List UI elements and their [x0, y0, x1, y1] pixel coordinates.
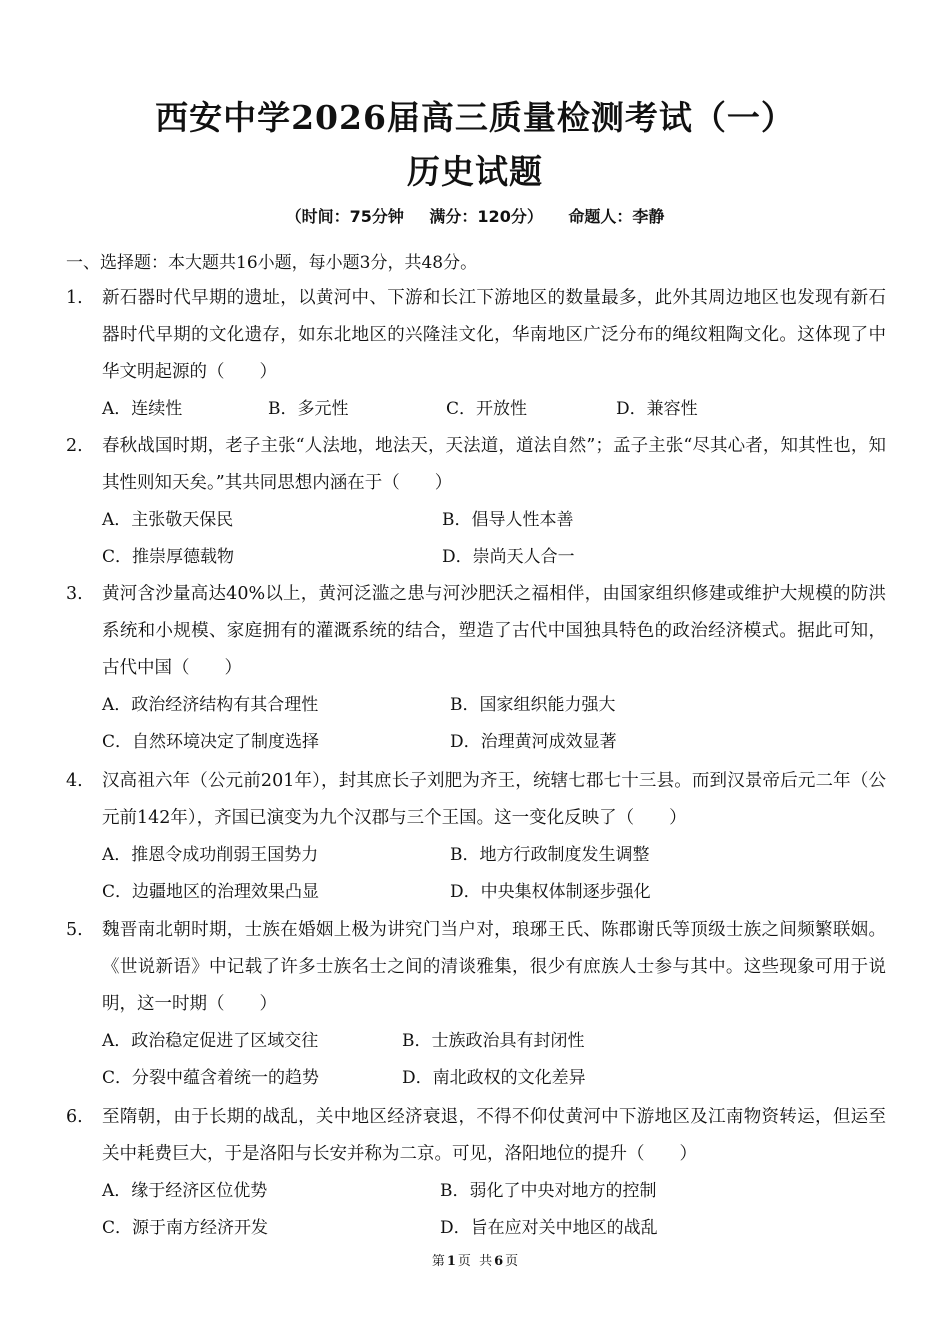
option-b[interactable]: B．国家组织能力强大 [450, 695, 616, 715]
option-c[interactable]: C．自然环境决定了制度选择 [102, 732, 320, 752]
options-row [102, 724, 886, 761]
question-number: 4. [66, 771, 83, 791]
options-row [102, 1023, 886, 1060]
question-3 [66, 576, 886, 761]
exam-score: 满分：120分） [429, 207, 543, 226]
question-stem: 至隋朝，由于长期的战乱，关中地区经济衰退，不得不仰仗黄河中下游地区及江南物资转运，但运至关中耗费巨大，于是洛阳与长安并称为二京。可见，洛阳地位的提升（ ） [102, 1107, 886, 1164]
option-a[interactable]: A．政治经济结构有其合理性 [102, 695, 319, 715]
option-a[interactable]: A．主张敬天保民 [102, 510, 234, 530]
options-row [102, 1210, 886, 1247]
footer-label: 页 [505, 1254, 519, 1269]
option-b[interactable]: B．士族政治具有封闭性 [402, 1031, 585, 1051]
page-total: 6 [494, 1254, 504, 1269]
exam-time: （时间：75分钟 [285, 207, 404, 226]
footer-label: 页 [457, 1254, 471, 1269]
page-footer [0, 1250, 950, 1269]
option-a[interactable]: A．连续性 [102, 399, 183, 419]
question-stem: 新石器时代早期的遗址，以黄河中、下游和长江下游地区的数量最多，此外其周边地区也发现有新石器时代早期的文化遗存，如东北地区的兴隆洼文化，华南地区广泛分布的绳纹粗陶文化。这体现了中华文明起源的（ ） [102, 288, 886, 382]
footer-label: 第 [431, 1254, 445, 1269]
exam-author: 命题人：李静 [568, 207, 665, 226]
question-number: 1. [66, 288, 83, 308]
option-a[interactable]: A．推恩令成功削弱王国势力 [102, 845, 319, 865]
section-heading: 一、选择题：本大题共16小题，每小题3分，共48分。 [66, 253, 478, 273]
question-stem: 魏晋南北朝时期，士族在婚姻上极为讲究门当户对，琅琊王氏、陈郡谢氏等顶级士族之间频繁联姻。《世说新语》中记载了许多士族名士之间的清谈雅集，很少有庶族人士参与其中。这些现象可用于说明，这一时期（ ） [102, 920, 886, 1014]
exam-title: 西安中学2026届高三质量检测考试（一） [155, 98, 795, 137]
footer-label: 共 [479, 1254, 493, 1269]
option-d[interactable]: D．兼容性 [616, 399, 698, 419]
option-a[interactable]: A．政治稳定促进了区域交往 [102, 1031, 319, 1051]
option-c[interactable]: C．分裂中蕴含着统一的趋势 [102, 1068, 320, 1088]
page-number: 1 [446, 1254, 456, 1269]
option-b[interactable]: B．地方行政制度发生调整 [450, 845, 650, 865]
question-5 [66, 912, 886, 1097]
options-row [102, 391, 886, 428]
option-c[interactable]: C．源于南方经济开发 [102, 1218, 269, 1238]
question-number: 3. [66, 584, 83, 604]
options-row [102, 539, 886, 576]
option-b[interactable]: B．多元性 [268, 399, 349, 419]
options-row [102, 874, 886, 911]
option-a[interactable]: A．缘于经济区位优势 [102, 1181, 268, 1201]
options-row [102, 1060, 886, 1097]
question-stem: 汉高祖六年（公元前201年），封其庶长子刘肥为齐王，统辖七郡七十三县。而到汉景帝后元二年（公元前142年），齐国已演变为九个汉郡与三个王国。这一变化反映了（ ） [102, 771, 886, 828]
exam-subject-title: 历史试题 [407, 152, 543, 191]
question-4 [66, 763, 886, 911]
option-c[interactable]: C．开放性 [446, 399, 528, 419]
options-row [102, 1173, 886, 1210]
question-2 [66, 428, 886, 576]
question-1 [66, 280, 886, 428]
question-stem: 春秋战国时期，老子主张“人法地，地法天，天法道，道法自然”；孟子主张“尽其心者，知其性也，知其性则知天矣。”其共同思想内涵在于（ ） [102, 436, 886, 493]
option-d[interactable]: D．南北政权的文化差异 [402, 1068, 586, 1088]
options-row [102, 502, 886, 539]
options-row [102, 837, 886, 874]
question-number: 6. [66, 1107, 83, 1127]
option-d[interactable]: D．中央集权体制逐步强化 [450, 882, 651, 902]
option-d[interactable]: D．崇尚天人合一 [442, 547, 575, 567]
question-number: 5. [66, 920, 83, 940]
question-6 [66, 1099, 886, 1247]
option-d[interactable]: D．治理黄河成效显著 [450, 732, 617, 752]
option-c[interactable]: C．边疆地区的治理效果凸显 [102, 882, 320, 902]
option-c[interactable]: C．推崇厚德载物 [102, 547, 235, 567]
exam-meta [0, 204, 950, 227]
option-b[interactable]: B．弱化了中央对地方的控制 [440, 1181, 657, 1201]
option-d[interactable]: D．旨在应对关中地区的战乱 [440, 1218, 658, 1238]
question-stem: 黄河含沙量高达40%以上，黄河泛滥之患与河沙肥沃之福相伴，由国家组织修建或维护大规模的防洪系统和小规模、家庭拥有的灌溉系统的结合，塑造了古代中国独具特色的政治经济模式。据此可知，古代中国（ ） [102, 584, 886, 678]
options-row [102, 687, 886, 724]
option-b[interactable]: B．倡导人性本善 [442, 510, 574, 530]
question-number: 2. [66, 436, 83, 456]
